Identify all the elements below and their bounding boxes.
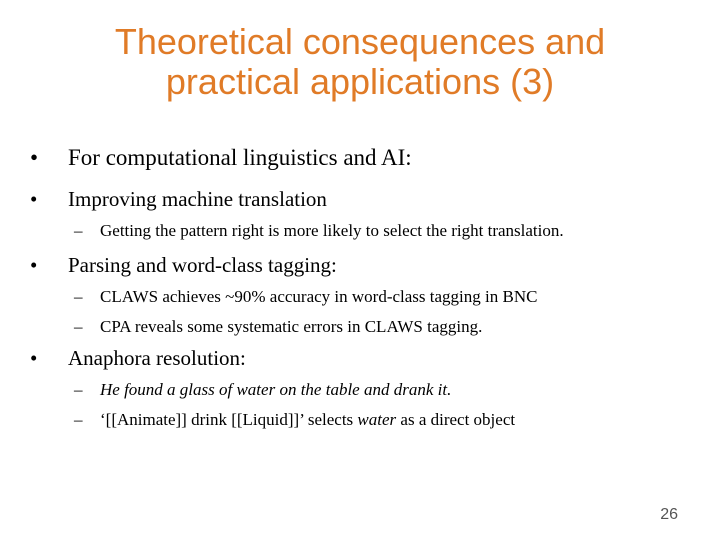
dash-marker: – bbox=[74, 221, 83, 240]
dash-marker: – bbox=[74, 317, 83, 336]
bullet-text: Anaphora resolution: bbox=[68, 346, 246, 370]
dash-marker: – bbox=[74, 380, 83, 399]
sub-bullet-text: CLAWS achieves ~90% accuracy in word-class tagging in BNC bbox=[100, 287, 538, 306]
text-segment: as a direct object bbox=[396, 410, 516, 429]
bullet-marker: • bbox=[30, 187, 38, 211]
bullet-marker: • bbox=[30, 145, 39, 170]
bullet-text: For computational linguistics and AI: bbox=[68, 145, 412, 170]
sub-bullet-text: He found a glass of water on the table and drank it. bbox=[100, 380, 452, 399]
page-number: 26 bbox=[660, 506, 678, 523]
sub-bullet-text: Getting the pattern right is more likely to select the right translation. bbox=[100, 221, 564, 240]
text-segment: ‘[[Animate]] drink [[Liquid]]’ selects bbox=[100, 410, 358, 429]
sub-bullet-text: CPA reveals some systematic errors in CLAWS tagging. bbox=[100, 317, 483, 336]
dash-marker: – bbox=[74, 410, 83, 429]
bullet-text: Improving machine translation bbox=[68, 187, 327, 211]
bullet-marker: • bbox=[30, 346, 38, 370]
bullet-text: Parsing and word-class tagging: bbox=[68, 253, 337, 277]
sub-bullet-text bbox=[100, 410, 515, 430]
emphasis-water: water bbox=[357, 410, 397, 429]
bullet-marker: • bbox=[30, 253, 38, 277]
dash-marker: – bbox=[74, 287, 83, 306]
slide-title bbox=[40, 22, 680, 102]
title-line-2: practical applications (3) bbox=[165, 61, 555, 102]
title-line-1: Theoretical consequences and bbox=[114, 21, 606, 62]
